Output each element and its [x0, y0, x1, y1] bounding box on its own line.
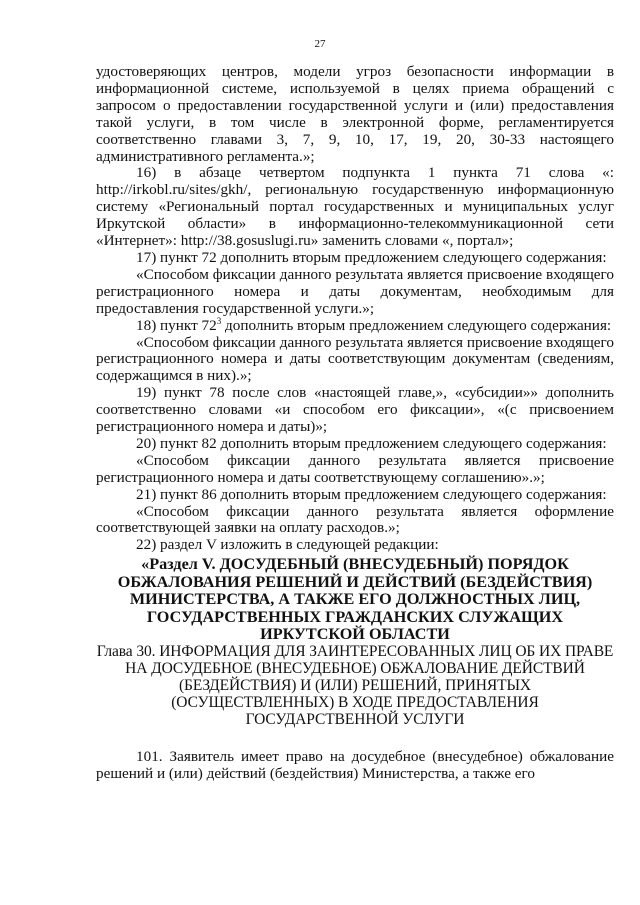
paragraph-item-22: 22) раздел V изложить в следующей редакции: — [136, 536, 439, 554]
paragraph-item-19: 19) пункт 78 после слов «настоящей главе,», «субсидии»» дополнить соответственно словами «и способом его фиксации», «(с присвоением регистрационного номера и даты)»; — [96, 384, 614, 436]
paragraph-quote-17: «Способом фиксации данного результата является присвоение входящего регистрационного номера и даты документам, необходимым для предоставления государственной услуги.»; — [96, 265, 614, 317]
paragraph-item-17: 17) пункт 72 дополнить вторым предложением следующего содержания: — [136, 248, 607, 266]
paragraph-quote-18: «Способом фиксации данного результата является присвоение входящего регистрационного номера и даты соответствующим документам (сведениям, содержащимся в них).»; — [96, 333, 614, 385]
page-number: 27 — [314, 38, 326, 50]
section-heading: «Раздел V. ДОСУДЕБНЫЙ (ВНЕСУДЕБНЫЙ) ПОРЯДОК ОБЖАЛОВАНИЯ РЕШЕНИЙ И ДЕЙСТВИЙ (БЕЗДЕЙСТВИЯ) МИНИСТЕРСТВА, А ТАКЖЕ ЕГО ДОЛЖНОСТНЫХ ЛИЦ, ГОСУДАРСТВЕННЫХ ГРАЖДАНСКИХ СЛУЖАЩИХ ИРКУТСКОЙ ОБЛАСТИ — [117, 555, 593, 643]
chapter-heading: Глава 30. ИНФОРМАЦИЯ ДЛЯ ЗАИНТЕРЕСОВАННЫХ ЛИЦ ОБ ИХ ПРАВЕ НА ДОСУДЕБНОЕ (ВНЕСУДЕБНОЕ) ОБЖАЛОВАНИЕ ДЕЙСТВИЙ (БЕЗДЕЙСТВИЯ) И (ИЛИ) РЕШЕНИЙ, ПРИНЯТЫХ (ОСУЩЕСТВЛЕННЫХ) В ХОДЕ ПРЕДОСТАВЛЕНИЯ ГОСУДАРСТВЕННОЙ УСЛУГИ — [96, 643, 614, 729]
paragraph-item-21: 21) пункт 86 дополнить вторым предложением следующего содержания: — [136, 485, 607, 503]
paragraph-101: 101. Заявитель имеет право на досудебное (внесудебное) обжалование решений и (или) действий (бездействия) Министерства, а также его — [96, 748, 614, 783]
item-18-superscript: 3 — [216, 315, 222, 326]
paragraph-item-16: 16) в абзаце четвертом подпункта 1 пункта 71 слова «: http://irkobl.ru/sites/gkh/, региональную государственную информационную систему «Региональный портал государственных и муниципальных услуг Иркутской области» в информационно-телекоммуникационной сети «Интернет»: http://38.gosuslugi.ru» заменить словами «, портал»; — [96, 164, 614, 250]
document-body — [96, 64, 614, 783]
paragraph-continuation: удостоверяющих центров, модели угроз безопасности информации в информационной системе, используемой в целях приема обращений с запросом о предоставлении государственной услуги и (или) предоставления такой услуги, в том числе в электронной форме, регламентируется соответственно главами 3, 7, 9, 10, 17, 19, 20, 30-33 настоящего административного регламента.»; — [96, 63, 614, 165]
paragraph-quote-20: «Способом фиксации данного результата является присвоение регистрационного номера и даты соответствующему соглашению».»; — [96, 451, 614, 486]
paragraph-item-20: 20) пункт 82 дополнить вторым предложением следующего содержания: — [136, 434, 607, 452]
item-18-rest: дополнить вторым предложением следующего содержания: — [225, 316, 612, 334]
paragraph-quote-21: «Способом фиксации данного результата является оформление соответствующей заявки на оплату расходов.»; — [96, 502, 614, 537]
paragraph-item-18 — [96, 315, 614, 335]
item-18-start: 18) пункт 72 — [136, 316, 217, 334]
